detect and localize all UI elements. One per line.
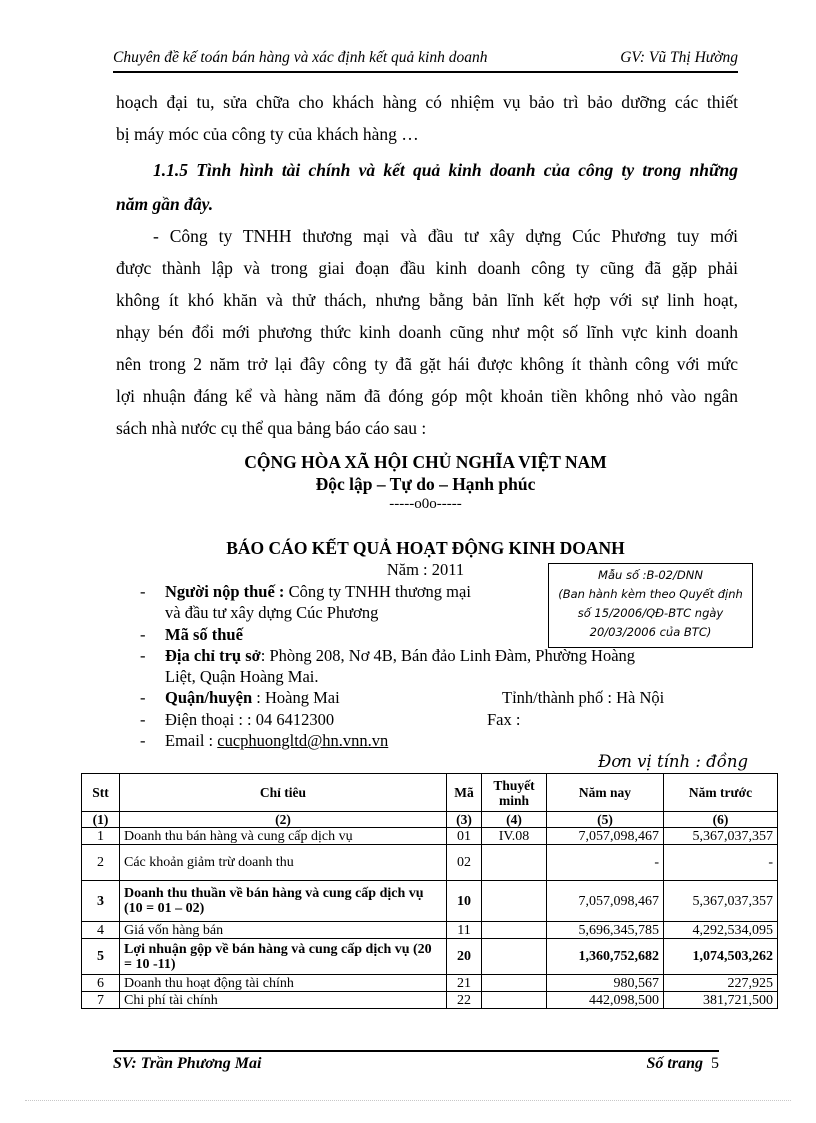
- cell-item: Doanh thu bán hàng và cung cấp dịch vụ: [120, 828, 447, 845]
- cell-note: [482, 939, 547, 975]
- cell-stt: 4: [82, 922, 120, 939]
- email-link[interactable]: cucphuongltd@hn.vnn.vn: [217, 731, 389, 750]
- cell-code: 01: [447, 828, 482, 845]
- cell-code: 02: [447, 845, 482, 881]
- cell-code: 21: [447, 975, 482, 992]
- footer-rule: [113, 1050, 719, 1052]
- cell-current: 980,567: [547, 975, 664, 992]
- cell-note: IV.08: [482, 828, 547, 845]
- col-index: (6): [664, 812, 778, 828]
- cell-current: 442,098,500: [547, 992, 664, 1009]
- report-year: Năm : 2011: [386, 560, 465, 579]
- taxpayer-value: Công ty TNHH thương mại: [288, 582, 471, 601]
- taxpayer-value-cont: và đầu tư xây dựng Cúc Phương: [165, 603, 379, 622]
- table-row: [82, 845, 778, 881]
- table-row: [82, 939, 778, 975]
- cell-stt: 7: [82, 992, 120, 1009]
- bullet-dash: -: [140, 646, 146, 665]
- col-header: Stt: [82, 774, 120, 812]
- cell-previous: -: [664, 845, 778, 881]
- paragraph-line: lợi nhuận đáng kể và hàng năm đã đóng góp một khoản tiền không nhỏ vào ngân: [116, 386, 738, 406]
- cell-note: [482, 845, 547, 881]
- footer-page: [647, 1055, 719, 1073]
- cell-item: Doanh thu thuần về bán hàng và cung cấp dịch vụ (10 = 01 – 02): [120, 881, 447, 922]
- col-index: (5): [547, 812, 664, 828]
- cell-code: 22: [447, 992, 482, 1009]
- cell-item: Các khoản giảm trừ doanh thu: [120, 845, 447, 881]
- paragraph-line: được thành lập và trong giai đoạn đầu kinh doanh công ty cũng đã gặp phải: [116, 258, 738, 278]
- bullet-dash: -: [140, 625, 146, 644]
- cell-previous: 227,925: [664, 975, 778, 992]
- col-header: Năm trước: [664, 774, 778, 812]
- col-index: (2): [120, 812, 447, 828]
- cell-item: Giá vốn hàng bán: [120, 922, 447, 939]
- bullet-dash: -: [140, 582, 146, 601]
- cell-code: 10: [447, 881, 482, 922]
- taxpayer-label: Người nộp thuế :: [165, 582, 285, 601]
- table-row: [82, 828, 778, 845]
- cell-previous: 5,367,037,357: [664, 881, 778, 922]
- income-statement-table: [81, 773, 778, 1009]
- page-label: Số trang: [646, 1055, 703, 1072]
- address-label: Địa chỉ trụ sở: [165, 646, 261, 665]
- form-template-box: [548, 563, 753, 648]
- cell-previous: 4,292,534,095: [664, 922, 778, 939]
- header-teacher: GV: Vũ Thị Hường: [620, 49, 738, 66]
- cell-note: [482, 992, 547, 1009]
- section-heading: 1.1.5 Tình hình tài chính và kết quả kinh doanh của công ty trong những: [153, 160, 738, 180]
- bullet-dash: -: [140, 731, 146, 750]
- bullet-dash: -: [140, 688, 146, 707]
- paragraph-line: - Công ty TNHH thương mại và đầu tư xây dựng Cúc Phương tuy mới: [153, 226, 738, 246]
- paragraph-line: bị máy móc của công ty của khách hàng …: [116, 124, 419, 144]
- motto-separator: [113, 496, 738, 513]
- fax-value: Fax :: [487, 710, 521, 729]
- paragraph-line: không ít khó khăn và thử thách, nhưng bằng bản lĩnh kết hợp với sự linh hoạt,: [116, 290, 738, 310]
- form-decree-date: 20/03/2006 của BTC): [589, 625, 712, 639]
- district-value: : Hoàng Mai: [256, 688, 340, 707]
- page-number: 5: [711, 1055, 719, 1072]
- bullet-dash: -: [140, 710, 146, 729]
- cell-current: 5,696,345,785: [547, 922, 664, 939]
- cell-note: [482, 881, 547, 922]
- cell-code: 20: [447, 939, 482, 975]
- cell-stt: 1: [82, 828, 120, 845]
- paragraph-line: sách nhà nước cụ thể qua bảng báo cáo sau :: [116, 418, 427, 438]
- cell-current: 7,057,098,467: [547, 881, 664, 922]
- cell-code: 11: [447, 922, 482, 939]
- cell-current: 1,360,752,682: [547, 939, 664, 975]
- table-row: [82, 881, 778, 922]
- cell-current: -: [547, 845, 664, 881]
- page-break-line: [25, 1100, 791, 1101]
- form-decree: (Ban hành kèm theo Quyết định: [558, 587, 743, 601]
- col-header: Chỉ tiêu: [120, 774, 447, 812]
- email-label: Email :: [165, 731, 214, 750]
- cell-item: Chi phí tài chính: [120, 992, 447, 1009]
- col-index: (4): [482, 812, 547, 828]
- cell-stt: 2: [82, 845, 120, 881]
- table-row: [82, 922, 778, 939]
- table-row: [82, 975, 778, 992]
- col-header: Thuyết minh: [482, 774, 547, 812]
- table-index-row: [82, 812, 778, 828]
- cell-current: 7,057,098,467: [547, 828, 664, 845]
- cell-item: Lợi nhuận gộp về bán hàng và cung cấp dịch vụ (20 = 10 -11): [120, 939, 447, 975]
- footer-student: SV: Trần Phương Mai: [113, 1055, 262, 1072]
- cell-previous: 5,367,037,357: [664, 828, 778, 845]
- national-title: CỘNG HÒA XÃ HỘI CHỦ NGHĨA VIỆT NAM: [244, 452, 607, 472]
- cell-item: Doanh thu hoạt động tài chính: [120, 975, 447, 992]
- separator-text: -----o0o-----: [389, 496, 462, 512]
- phone-value: Điện thoại : : 04 6412300: [165, 710, 335, 729]
- col-index: (1): [82, 812, 120, 828]
- paragraph-line: hoạch đại tu, sửa chữa cho khách hàng có nhiệm vụ bảo trì bảo dưỡng các thiết: [116, 92, 738, 112]
- header-rule: [113, 71, 738, 73]
- city-value: Tỉnh/thành phố : Hà Nội: [502, 688, 665, 707]
- district-label: Quận/huyện: [165, 688, 253, 707]
- col-header: Năm nay: [547, 774, 664, 812]
- section-heading-cont: năm gần đây.: [116, 194, 214, 214]
- address-value-cont: Liệt, Quận Hoàng Mai.: [165, 667, 319, 686]
- header-title: Chuyên đề kế toán bán hàng và xác định kết quả kinh doanh: [113, 49, 488, 66]
- national-motto: Độc lập – Tự do – Hạnh phúc: [315, 474, 536, 494]
- form-decree-number: số 15/2006/QĐ-BTC ngày: [577, 606, 724, 620]
- cell-previous: 381,721,500: [664, 992, 778, 1009]
- address-value: : Phòng 208, Nơ 4B, Bán đảo Linh Đàm, Phường Hoàng: [260, 646, 636, 665]
- cell-stt: 3: [82, 881, 120, 922]
- col-header: Mã: [447, 774, 482, 812]
- cell-stt: 5: [82, 939, 120, 975]
- cell-note: [482, 975, 547, 992]
- cell-note: [482, 922, 547, 939]
- paragraph-line: nhạy bén đổi mới phương thức kinh doanh cũng như một số lĩnh vực kinh doanh: [116, 322, 738, 342]
- table-row: [82, 992, 778, 1009]
- col-index: (3): [447, 812, 482, 828]
- cell-previous: 1,074,503,262: [664, 939, 778, 975]
- currency-unit: Đơn vị tính : đồng: [598, 752, 749, 771]
- table-header-row: [82, 774, 778, 812]
- form-code: Mẫu số :B-02/DNN: [598, 568, 703, 582]
- cell-stt: 6: [82, 975, 120, 992]
- paragraph-line: nên trong 2 năm trở lại đây công ty đã gặt hái được không ít thành công với mức: [116, 354, 738, 374]
- tax-code-label: Mã số thuế: [165, 625, 243, 644]
- report-title: BÁO CÁO KẾT QUẢ HOẠT ĐỘNG KINH DOANH: [226, 538, 625, 558]
